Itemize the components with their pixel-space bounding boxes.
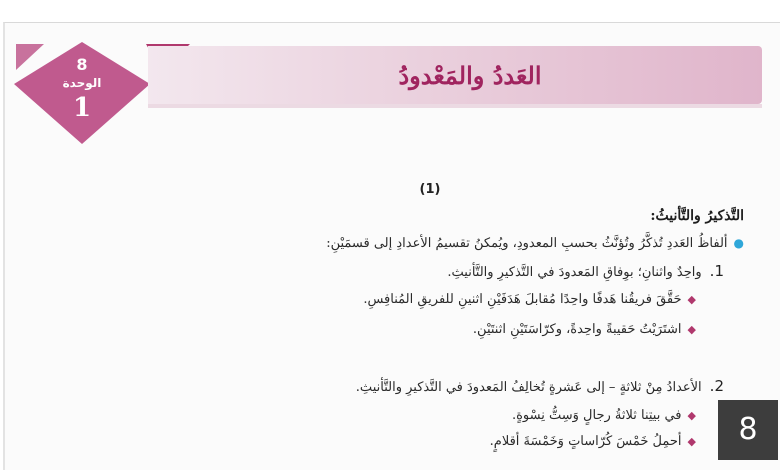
example-text: في بيتِنا ثلاثةُ رجالٍ وَسِتُّ نِسْوةٍ. xyxy=(511,408,682,423)
intro-text: ألفاظُ العَددِ تُذكَّرُ وتُؤنَّثُ بحسبِ المعدودِ، ويُمكنُ تقسيمُ الأعدادِ إلى قسمَيْنِ: xyxy=(326,236,728,251)
unit-label: الوحدة xyxy=(62,76,102,90)
intro-line xyxy=(326,236,744,251)
section-number: (1) xyxy=(419,182,441,197)
blue-bullet-icon: ● xyxy=(733,236,744,250)
example-text: اشتَرَيْتُ حَقيبةً واحِدةً، وكرّاسَتَيْنِ اثنتَيْنِ. xyxy=(472,322,682,337)
lesson-title: العَددُ والمَعْدودُ xyxy=(398,61,542,90)
list-item-text: الأعدادُ مِنْ ثلاثةٍ – إلى عَشرةٍ تُخالِفُ المَعدودَ في التَّذكيرِ والتَّأنيثِ. xyxy=(355,380,702,395)
example-1 xyxy=(363,292,696,307)
example-3 xyxy=(512,408,696,423)
unit-number-top: 8 xyxy=(76,55,88,74)
example-2 xyxy=(473,322,696,337)
pink-bullet-icon: ◆ xyxy=(687,323,696,336)
example-4 xyxy=(490,434,696,449)
title-banner-shadow xyxy=(148,104,762,108)
list-item-1 xyxy=(447,262,724,280)
pink-bullet-icon: ◆ xyxy=(687,293,696,306)
unit-number-bottom: 1 xyxy=(72,93,92,123)
list-item-number: 2. xyxy=(709,377,724,395)
example-text: أحمِلُ خَمْسَ كُرّاساتٍ وَخَمْسَةَ أقلامٍ. xyxy=(489,434,682,449)
pink-bullet-icon: ◆ xyxy=(687,435,696,448)
list-item-number: 1. xyxy=(709,262,724,280)
list-item-2 xyxy=(356,377,724,395)
example-text: حَقَّقَ فريقُنا هَدفًا واحِدًا مُقابلَ هَدَفَيْنِ اثنينِ للفريقِ المُنافِسِ. xyxy=(363,292,682,307)
section-heading: التَّذكيرُ والتَّأنيثُ: xyxy=(650,208,744,224)
pink-bullet-icon: ◆ xyxy=(687,409,696,422)
screen-top-band xyxy=(0,0,780,22)
page-number-badge: 8 xyxy=(718,400,778,460)
list-item-text: واحِدٌ واثنانِ؛ بوِفاقِ المَعدودَ في التَّذكيرِ والتَّأنيثِ. xyxy=(447,265,702,280)
